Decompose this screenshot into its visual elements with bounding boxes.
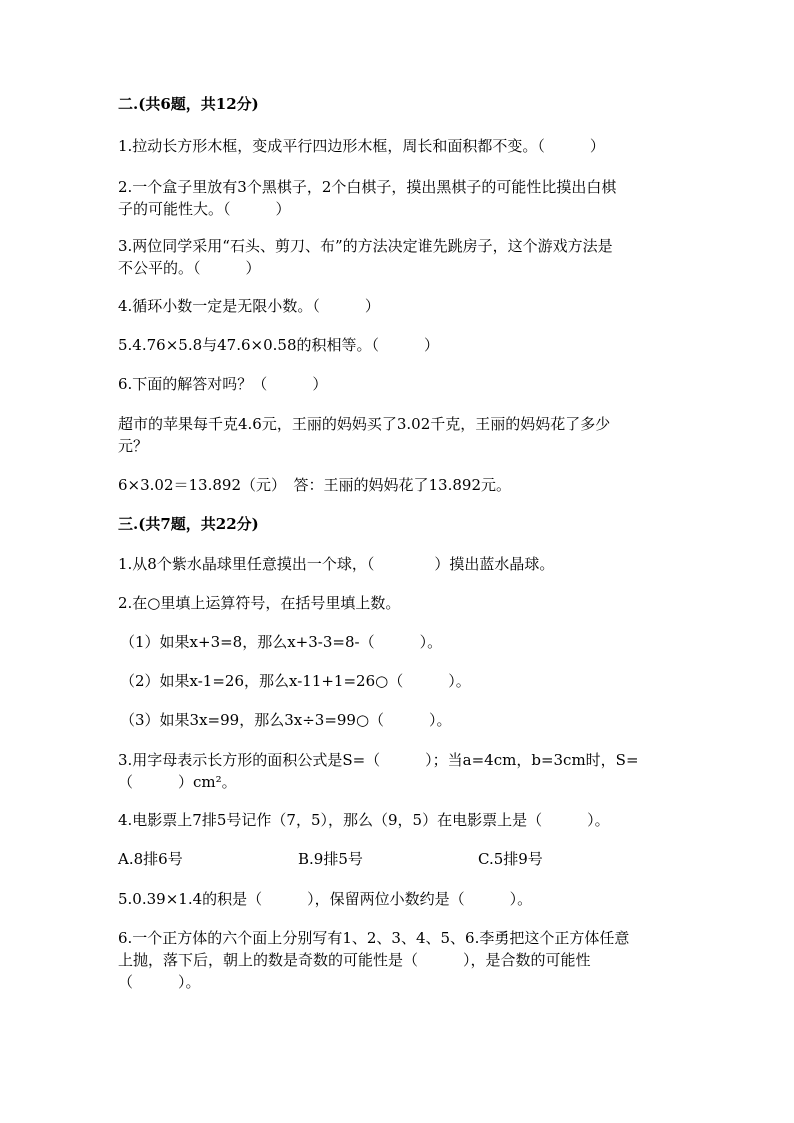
section-3-question-3-line-2: （ ）cm²。	[118, 773, 237, 791]
section-2-question-4: 4.循环小数一定是无限小数。（ ）	[118, 297, 380, 315]
section-2-question-3-line-2: 不公平的。（ ）	[118, 259, 261, 277]
section-3-question-4-option-a: A.8排6号	[118, 850, 183, 868]
section-2-question-3-line-1: 3.两位同学采用“石头、剪刀、布”的方法决定谁先跳房子，这个游戏方法是	[118, 237, 613, 255]
section-3-question-2-part-1: （1）如果x+3=8，那么x+3-3=8-（ ）。	[120, 633, 443, 651]
section-3-question-2-part-2: （2）如果x-1=26，那么x-11+1=26○（ ）。	[120, 672, 471, 690]
section-3-question-4-option-c: C.5排9号	[478, 850, 543, 868]
section-3-question-5: 5.0.39×1.4的积是（ ），保留两位小数约是（ ）。	[118, 890, 533, 908]
section-3-question-4-option-b: B.9排5号	[298, 850, 363, 868]
section-3-question-1: 1.从8个紫水晶球里任意摸出一个球，（ ）摸出蓝水晶球。	[118, 555, 555, 573]
section-3-question-6-line-1: 6.一个正方体的六个面上分别写有1、2、3、4、5、6.李勇把这个正方体任意	[118, 929, 630, 947]
section-2-question-5: 5.4.76×5.8与47.6×0.58的积相等。（ ）	[118, 336, 439, 354]
section-2-question-1: 1.拉动长方形木框，变成平行四边形木框，周长和面积都不变。（ ）	[118, 137, 605, 155]
section-3-question-6-line-3: （ ）。	[118, 973, 201, 991]
section-2-question-6-problem-line-1: 超市的苹果每千克4.6元，王丽的妈妈买了3.02千克，王丽的妈妈花了多少	[118, 415, 611, 433]
section-2-question-6-problem-line-2: 元？	[118, 437, 149, 455]
section-2-question-2-line-2: 子的可能性大。（ ）	[118, 200, 291, 218]
section-3-question-2: 2.在○里填上运算符号，在括号里填上数。	[118, 594, 401, 612]
section-2-question-6-answer: 6×3.02＝13.892（元） 答：王丽的妈妈花了13.892元。	[118, 476, 511, 494]
section-2-question-6: 6.下面的解答对吗？（ ）	[118, 375, 328, 393]
section-3-header: 三.(共7题，共22分)	[118, 515, 259, 533]
section-3-question-2-part-3: （3）如果3x=99，那么3x÷3=99○（ ）。	[120, 711, 452, 729]
section-3-question-4: 4.电影票上7排5号记作（7，5），那么（9，5）在电影票上是（ ）。	[118, 811, 610, 829]
section-2-question-2-line-1: 2.一个盒子里放有3个黑棋子，2个白棋子，摸出黑棋子的可能性比摸出白棋	[118, 178, 617, 196]
section-3-question-6-line-2: 上抛，落下后，朝上的数是奇数的可能性是（ ），是合数的可能性	[118, 951, 591, 969]
section-2-header: 二.(共6题，共12分)	[118, 95, 259, 113]
section-3-question-3-line-1: 3.用字母表示长方形的面积公式是S=（ ）；当a=4cm，b=3cm时，S=	[118, 751, 639, 769]
